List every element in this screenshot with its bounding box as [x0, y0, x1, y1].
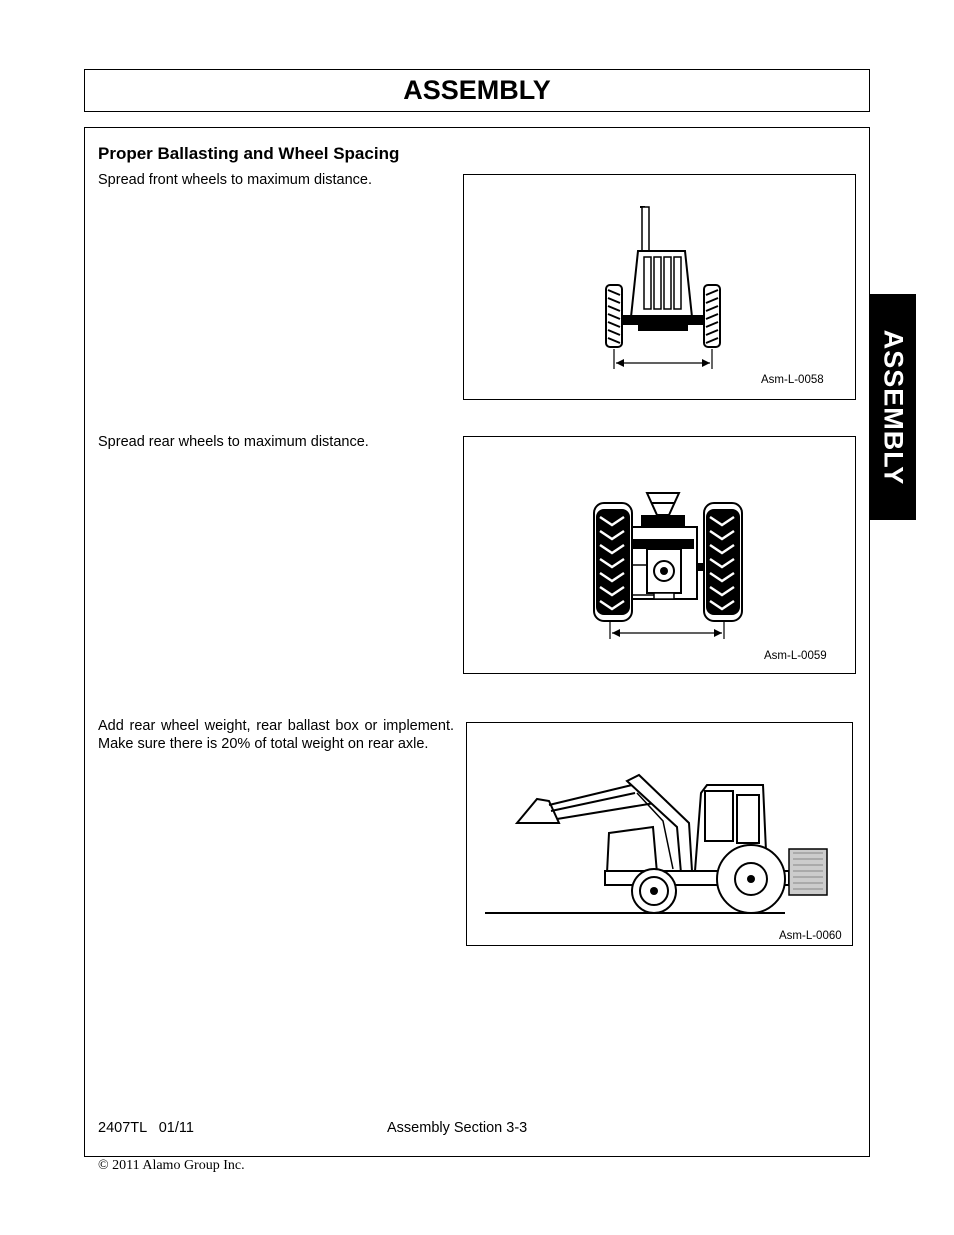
page-header: [84, 69, 870, 112]
step-3-text: Add rear wheel weight, rear ballast box or implement. Make sure there is 20% of total weight on rear axle.: [98, 718, 454, 752]
side-tab-label: ASSEMBLY: [878, 329, 909, 485]
tractor-front-illustration: [464, 175, 855, 399]
figure-rear-wheels: [463, 436, 856, 674]
section-title: Proper Ballasting and Wheel Spacing: [98, 144, 400, 163]
copyright: © 2011 Alamo Group Inc.: [98, 1158, 245, 1173]
tractor-rear-illustration: [464, 437, 855, 673]
tractor-loader-illustration: [467, 723, 852, 945]
footer-section-page: Assembly Section 3-3: [387, 1120, 528, 1136]
footer-doc-id: [98, 1120, 194, 1136]
figure-front-wheels: [463, 174, 856, 400]
section-side-tab: [869, 294, 916, 520]
step-2-text: Spread rear wheels to maximum distance.: [98, 434, 369, 450]
figure-label: Asm-L-0059: [764, 650, 827, 662]
figure-label: Asm-L-0060: [779, 930, 842, 942]
step-1-text: Spread front wheels to maximum distance.: [98, 172, 373, 188]
figure-label: Asm-L-0058: [761, 374, 824, 386]
figure-rear-ballast: [466, 722, 853, 946]
footer-doc-id-text: 2407TL 01/11: [98, 1120, 194, 1136]
page-title: ASSEMBLY: [403, 75, 551, 105]
